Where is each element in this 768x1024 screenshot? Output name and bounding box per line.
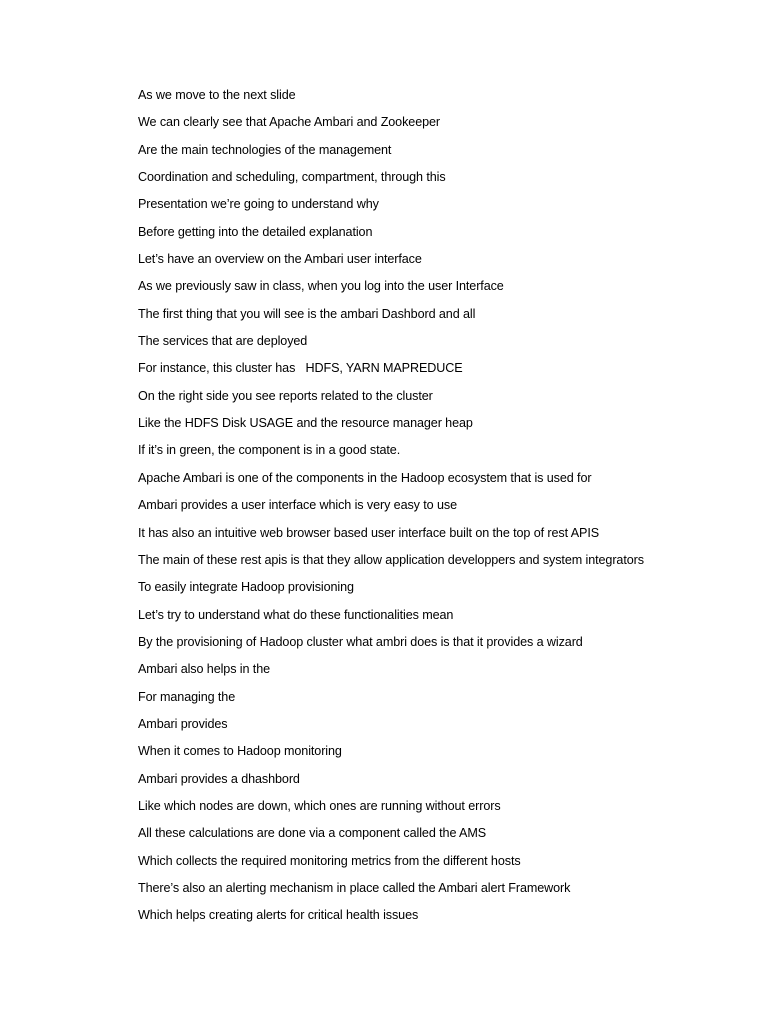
text-line: When it comes to Hadoop monitoring bbox=[138, 744, 342, 759]
text-line: Apache Ambari is one of the components in the Hadoop ecosystem that is used for bbox=[138, 470, 592, 485]
text-line: As we move to the next slide bbox=[138, 88, 296, 102]
text-line: We can clearly see that Apache Ambari and Zookeeper bbox=[138, 115, 440, 130]
text-line: Ambari also helps in the bbox=[138, 662, 271, 677]
text-line: Are the main technologies of the management bbox=[138, 142, 392, 157]
text-line: For instance, this cluster has HDFS, YARN MAPREDUCE bbox=[138, 361, 463, 376]
text-line: As we previously saw in class, when you log into the user Interface bbox=[138, 279, 504, 294]
text-line: Ambari provides a user interface which is very easy to use bbox=[138, 498, 457, 513]
text-line: Like which nodes are down, which ones are running without errors bbox=[138, 798, 501, 813]
text-line: Which helps creating alerts for critical health issues bbox=[138, 908, 419, 923]
text-line: To easily integrate Hadoop provisioning bbox=[138, 580, 354, 595]
text-line: Ambari provides a dhashbord bbox=[138, 771, 300, 786]
text-line: Ambari provides bbox=[138, 716, 228, 731]
text-line: For managing the bbox=[138, 689, 236, 704]
text-line: Let’s try to understand what do these functionalities mean bbox=[138, 607, 454, 622]
text-line: On the right side you see reports related to the cluster bbox=[138, 388, 433, 403]
text-line: Let’s have an overview on the Ambari user interface bbox=[138, 252, 422, 267]
text-line: The first thing that you will see is the ambari Dashbord and all bbox=[138, 306, 476, 321]
text-line: If it’s in green, the component is in a good state. bbox=[138, 443, 401, 458]
text-line: By the provisioning of Hadoop cluster what ambri does is that it provides a wizard bbox=[138, 634, 583, 649]
text-line: All these calculations are done via a component called the AMS bbox=[138, 826, 487, 841]
text-line: Before getting into the detailed explanation bbox=[138, 224, 373, 239]
text-line: The main of these rest apis is that they allow application developpers and system integrators bbox=[138, 552, 644, 567]
text-line: Coordination and scheduling, compartment, through this bbox=[138, 170, 446, 185]
text-line: Presentation we’re going to understand why bbox=[138, 197, 379, 212]
transcript-lines bbox=[138, 85, 644, 933]
text-line: It has also an intuitive web browser based user interface built on the top of rest APIS bbox=[138, 525, 600, 540]
text-line: Like the HDFS Disk USAGE and the resource manager heap bbox=[138, 416, 473, 431]
text-line: Which collects the required monitoring metrics from the different hosts bbox=[138, 853, 521, 868]
text-line: The services that are deployed bbox=[138, 334, 308, 349]
text-line: There’s also an alerting mechanism in place called the Ambari alert Framework bbox=[138, 880, 571, 895]
